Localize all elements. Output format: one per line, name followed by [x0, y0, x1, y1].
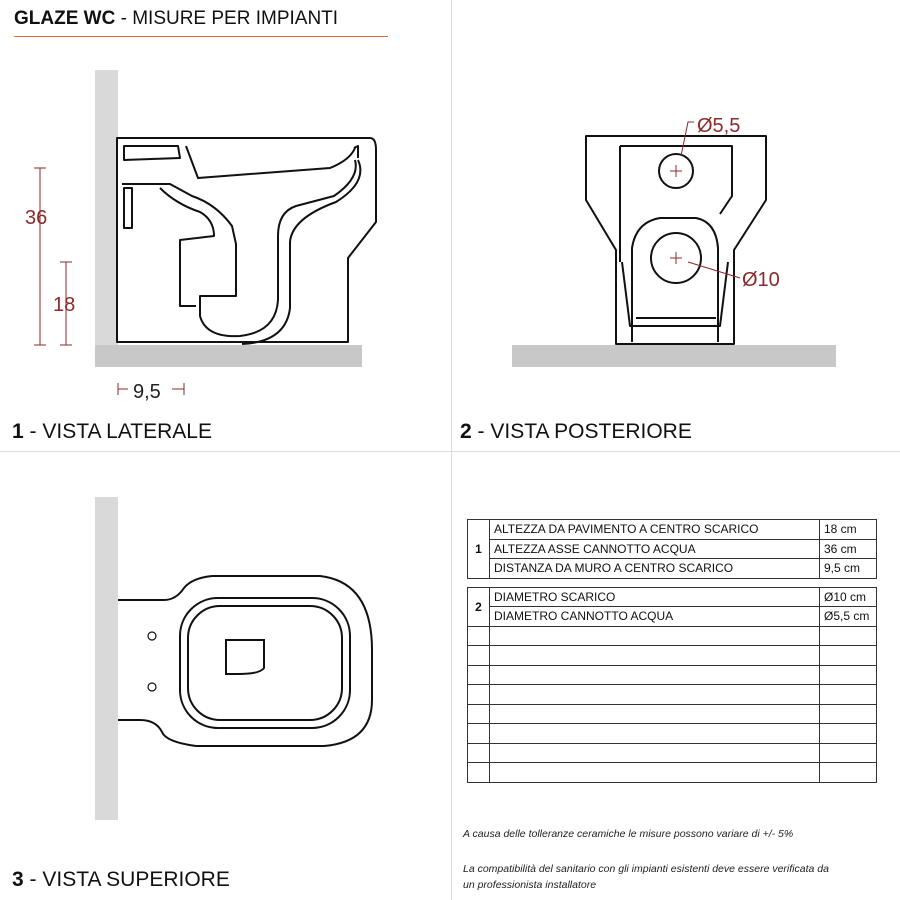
- empty-cell: [820, 626, 877, 646]
- compatibility-note: [463, 861, 829, 893]
- top-wall: [95, 497, 118, 820]
- dim-inlet-diameter: Ø5,5: [697, 115, 741, 137]
- empty-cell: [820, 665, 877, 685]
- row-label: DIAMETRO CANNOTTO ACQUA: [490, 607, 820, 627]
- empty-cell: [820, 646, 877, 666]
- row-value: 36 cm: [820, 539, 877, 559]
- table-row: [468, 587, 877, 607]
- group-number: 2: [468, 587, 490, 626]
- table-row: [468, 559, 877, 579]
- empty-cell: [468, 665, 490, 685]
- row-value: Ø10 cm: [820, 587, 877, 607]
- row-label: ALTEZZA ASSE CANNOTTO ACQUA: [490, 539, 820, 559]
- compatibility-note-line: La compatibilità del sanitario con gli impianti esistenti deve essere verificata da: [463, 863, 829, 875]
- section-number: 3: [12, 868, 24, 891]
- rear-floor: [512, 345, 836, 367]
- side-wall: [95, 70, 118, 345]
- table-row: [468, 539, 877, 559]
- table-row: [468, 607, 877, 627]
- empty-cell: [468, 704, 490, 724]
- empty-cell: [468, 626, 490, 646]
- side-view-drawing: [25, 70, 376, 403]
- rear-view-drawing: [512, 115, 836, 367]
- dim-height-18: 18: [53, 294, 76, 316]
- specs-table: [467, 519, 877, 783]
- empty-cell: [490, 743, 820, 763]
- empty-cell: [820, 685, 877, 705]
- empty-cell: [820, 743, 877, 763]
- empty-table-row: [468, 626, 877, 646]
- empty-cell: [468, 724, 490, 744]
- product-name: GLAZE WC: [14, 8, 116, 29]
- empty-table-row: [468, 646, 877, 666]
- empty-table-row: [468, 665, 877, 685]
- top-view-drawing: [95, 497, 372, 820]
- empty-table-row: [468, 704, 877, 724]
- empty-cell: [468, 646, 490, 666]
- dim-height-36: 36: [25, 207, 48, 229]
- empty-table-row: [468, 724, 877, 744]
- section-number: 2: [460, 420, 472, 443]
- section-number: 1: [12, 420, 24, 443]
- group-number: 1: [468, 520, 490, 579]
- empty-cell: [820, 724, 877, 744]
- table-spacer: [468, 578, 877, 587]
- empty-cell: [468, 763, 490, 783]
- empty-table-row: [468, 685, 877, 705]
- page-subtitle: - MISURE PER IMPIANTI: [115, 8, 339, 29]
- empty-table-row: [468, 743, 877, 763]
- section-label: - VISTA POSTERIORE: [471, 420, 692, 443]
- row-value: 18 cm: [820, 520, 877, 540]
- section-title-top: [12, 868, 230, 892]
- row-label: DISTANZA DA MURO A CENTRO SCARICO: [490, 559, 820, 579]
- empty-cell: [490, 626, 820, 646]
- empty-cell: [820, 704, 877, 724]
- empty-cell: [820, 763, 877, 783]
- empty-cell: [490, 685, 820, 705]
- empty-cell: [468, 685, 490, 705]
- row-label: DIAMETRO SCARICO: [490, 587, 820, 607]
- empty-cell: [490, 724, 820, 744]
- section-title-side: [12, 420, 212, 444]
- dim-drain-diameter: Ø10: [742, 269, 780, 291]
- row-label: ALTEZZA DA PAVIMENTO A CENTRO SCARICO: [490, 520, 820, 540]
- row-value: 9,5 cm: [820, 559, 877, 579]
- tolerance-note: A causa delle tolleranze ceramiche le misure possono variare di +/- 5%: [463, 828, 794, 840]
- row-value: Ø5,5 cm: [820, 607, 877, 627]
- empty-cell: [468, 743, 490, 763]
- section-label: - VISTA LATERALE: [23, 420, 212, 443]
- table-row: [468, 520, 877, 540]
- side-floor: [95, 345, 362, 367]
- compatibility-note-line: un professionista installatore: [463, 879, 597, 891]
- dim-wall-distance: 9,5: [133, 381, 161, 403]
- section-title-rear: [460, 420, 692, 444]
- empty-table-row: [468, 763, 877, 783]
- empty-cell: [490, 646, 820, 666]
- empty-cell: [490, 704, 820, 724]
- empty-cell: [490, 665, 820, 685]
- empty-cell: [490, 763, 820, 783]
- section-label: - VISTA SUPERIORE: [23, 868, 230, 891]
